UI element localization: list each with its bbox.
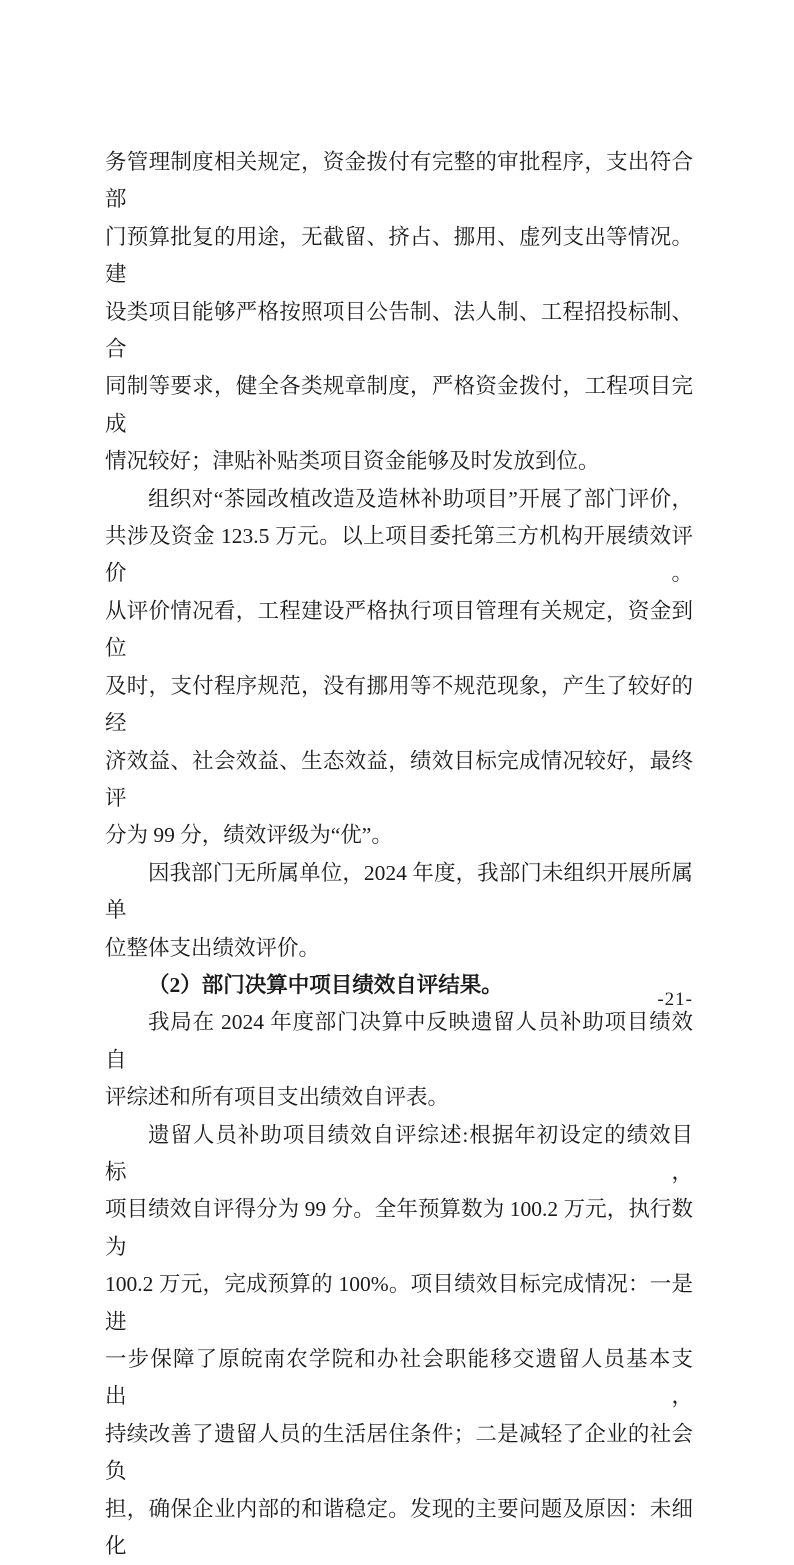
- heading-project-self-evaluation-results: [105, 967, 693, 1004]
- text-line: 及时，支付程序规范，没有挪用等不规范现象，产生了较好的经: [105, 673, 693, 736]
- text-line: 务管理制度相关规定，资金拨付有完整的审批程序，支出符合部: [105, 150, 693, 212]
- text-line: （2）部门决算中项目绩效自评结果。: [148, 972, 503, 997]
- text-line: 组织对“茶园改植改造及造林补助项目”开展了部门评价，: [148, 486, 693, 511]
- text-line: 门预算批复的用途，无截留、挤占、挪用、虚列支出等情况。建: [105, 224, 693, 287]
- paragraph-retained-personnel-self-evaluation: [105, 1117, 693, 1565]
- page-number: -21-: [657, 989, 693, 1010]
- paragraph-fund-management-continued: [105, 144, 693, 481]
- text-line: 一步保障了原皖南农学院和办社会职能移交遗留人员基本支出，: [105, 1347, 693, 1409]
- text-line: 评综述和所有项目支出绩效自评表。: [105, 1085, 450, 1110]
- paragraph-no-subordinate-units: [105, 855, 693, 967]
- text-line: 100.2 万元，完成预算的 100%。项目绩效目标完成情况：一是进: [105, 1272, 693, 1334]
- text-line: 情况较好；津贴补贴类项目资金能够及时发放到位。: [105, 449, 600, 474]
- text-line: 项目绩效自评得分为 99 分。全年预算数为 100.2 万元，执行数为: [105, 1197, 693, 1259]
- paragraph-final-accounts-reflection: [105, 1004, 693, 1116]
- text-line: 共涉及资金 123.5 万元。以上项目委托第三方机构开展绩效评价。: [105, 524, 693, 586]
- paragraph-department-evaluation: [105, 481, 693, 855]
- text-line: 同制等要求，健全各类规章制度，严格资金拨付，工程项目完成: [105, 374, 693, 436]
- text-line: 担，确保企业内部的和谐稳定。发现的主要问题及原因：未细化: [105, 1496, 693, 1559]
- text-line: 持续改善了遗留人员的生活居住条件；二是减轻了企业的社会负: [105, 1421, 693, 1484]
- text-line: 济效益、社会效益、生态效益，绩效目标完成情况较好，最终评: [105, 748, 693, 810]
- text-line: 我局在 2024 年度部门决算中反映遗留人员补助项目绩效自: [105, 1010, 693, 1072]
- text-line: 位整体支出绩效评价。: [105, 935, 321, 960]
- text-line: 分为 99 分，绩效评级为“优”。: [105, 823, 393, 848]
- text-line: 设类项目能够严格按照项目公告制、法人制、工程招投标制、合: [105, 299, 693, 362]
- document-body: [105, 144, 693, 1565]
- text-line: 因我部门无所属单位，2024 年度，我部门未组织开展所属单: [105, 860, 693, 923]
- text-line: 从评价情况看，工程建设严格执行项目管理有关规定，资金到位: [105, 598, 693, 661]
- text-line: 遗留人员补助项目绩效自评综述:根据年初设定的绩效目标，: [105, 1122, 693, 1184]
